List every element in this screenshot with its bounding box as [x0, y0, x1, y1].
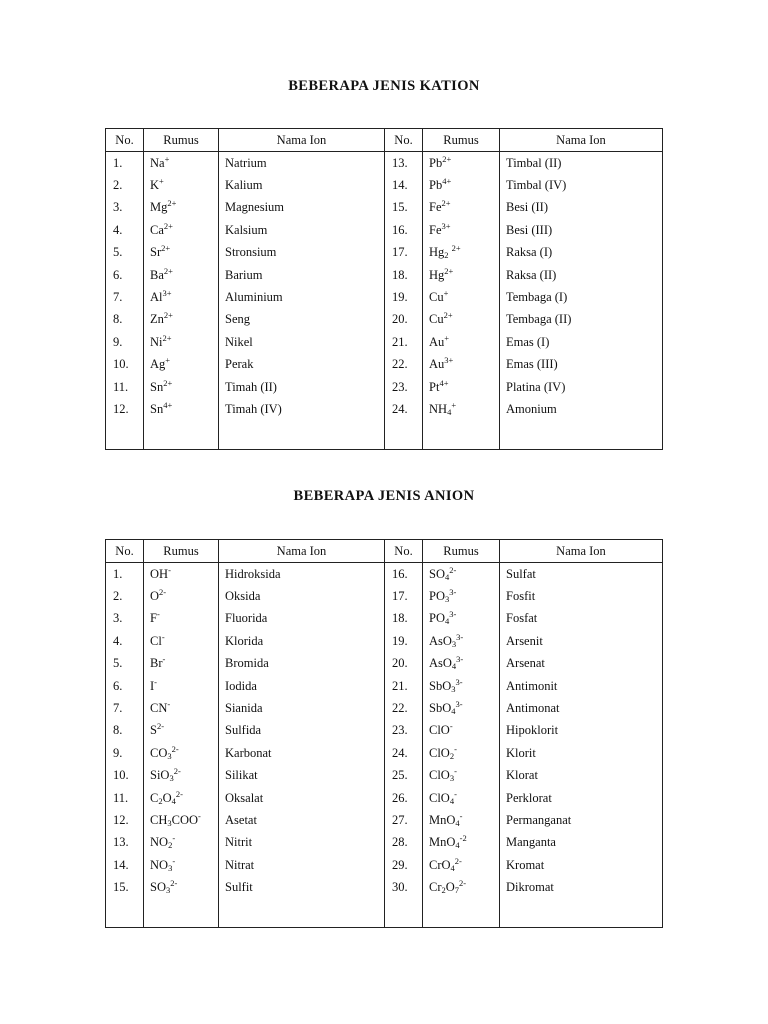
cell-no: 3. — [106, 197, 144, 219]
cell-nama-ion: Asetat — [219, 809, 385, 831]
cell-rumus: Br- — [144, 653, 219, 675]
header-rumus: Rumus — [423, 129, 500, 152]
cell-nama-ion: Dikromat — [500, 876, 663, 898]
cell-no: 12. — [106, 809, 144, 831]
cell-rumus: $Hg^{2+}$ — [423, 264, 500, 286]
cell-no: 13. — [385, 152, 423, 175]
cell-nama-ion: Amonium — [500, 398, 663, 420]
cell-rumus: CrO$_4^{2-}$ — [423, 854, 500, 876]
cell-rumus: OH- — [144, 563, 219, 586]
cell-nama-ion: Sulfat — [500, 563, 663, 586]
cell-nama-ion: Nitrit — [219, 832, 385, 854]
table-row — [106, 742, 663, 764]
cell-rumus: SbO$_3^{3-}$ — [423, 675, 500, 697]
cell-rumus: $Zn^{2+}$ — [144, 309, 219, 331]
table-row — [106, 585, 663, 607]
cell-no: 17. — [385, 242, 423, 264]
cell-rumus: $Al^{3+}$ — [144, 286, 219, 308]
cell-no: 24. — [385, 398, 423, 420]
cell-no: 19. — [385, 286, 423, 308]
table-row — [106, 152, 663, 175]
cell-no: 11. — [106, 787, 144, 809]
cell-no: 7. — [106, 697, 144, 719]
cell-nama-ion: Tembaga (II) — [500, 309, 663, 331]
cell-nama-ion: Klorit — [500, 742, 663, 764]
cell-nama-ion: Permanganat — [500, 809, 663, 831]
cell-rumus: $NH_4^+$ — [423, 398, 500, 420]
empty-row — [106, 421, 663, 450]
cell-nama-ion: Kromat — [500, 854, 663, 876]
cell-rumus: $NO_3^-$ — [144, 854, 219, 876]
header-nama-ion: Nama Ion — [500, 540, 663, 563]
cell-no: 18. — [385, 264, 423, 286]
cell-rumus: $PO_4^{3-}$ — [423, 608, 500, 630]
cell-no: 20. — [385, 309, 423, 331]
cell-no: 8. — [106, 720, 144, 742]
cell-no: 22. — [385, 697, 423, 719]
cell-rumus: $Sr^{2+}$ — [144, 242, 219, 264]
cell-rumus: $S^{2-}$ — [144, 720, 219, 742]
cell-rumus: SbO$_4^{3-}$ — [423, 697, 500, 719]
cell-no: 7. — [106, 286, 144, 308]
table-row — [106, 675, 663, 697]
cell-rumus: $Ni^{2+}$ — [144, 331, 219, 353]
cell-rumus: $Sn^{4+}$ — [144, 398, 219, 420]
cell-rumus: $Fe^{2+}$ — [423, 197, 500, 219]
cell-nama-ion: Kalsium — [219, 219, 385, 241]
cell-nama-ion: Hipoklorit — [500, 720, 663, 742]
cell-nama-ion: Fluorida — [219, 608, 385, 630]
header-no: No. — [385, 129, 423, 152]
anion-title: BEBERAPA JENIS ANION — [293, 488, 475, 504]
table-row — [106, 653, 663, 675]
cell-rumus: AsO$_3^{3-}$ — [423, 630, 500, 652]
cell-rumus: $Pb^{4+}$ — [423, 174, 500, 196]
cell-no: 29. — [385, 854, 423, 876]
cell-nama-ion: Raksa (II) — [500, 264, 663, 286]
cell-no: 8. — [106, 309, 144, 331]
cell-nama-ion: Bromida — [219, 653, 385, 675]
cell-nama-ion: Stronsium — [219, 242, 385, 264]
cell-no: 22. — [385, 354, 423, 376]
cell-no: 14. — [385, 174, 423, 196]
cell-no: 3. — [106, 608, 144, 630]
cell-rumus: MnO$_4^{-2}$ — [423, 832, 500, 854]
cell-rumus: $SO_3^{2-}$ — [144, 876, 219, 898]
cell-no: 5. — [106, 653, 144, 675]
cell-no: 6. — [106, 675, 144, 697]
cell-nama-ion: Barium — [219, 264, 385, 286]
cell-nama-ion: Magnesium — [219, 197, 385, 219]
table-row — [106, 174, 663, 196]
table-row — [106, 309, 663, 331]
cell-rumus: $CH_3COO^-$ — [144, 809, 219, 831]
table-row — [106, 563, 663, 586]
anion-header-row — [106, 540, 663, 563]
cell-no: 18. — [385, 608, 423, 630]
cell-no: 2. — [106, 585, 144, 607]
cell-nama-ion: Nikel — [219, 331, 385, 353]
cell-no: 15. — [385, 197, 423, 219]
cell-nama-ion: Antimonat — [500, 697, 663, 719]
cell-rumus: $Cu^{2+}$ — [423, 309, 500, 331]
cell-nama-ion: Arsenit — [500, 630, 663, 652]
cell-rumus: $C_2O_4^{2-}$ — [144, 787, 219, 809]
cell-nama-ion: Iodida — [219, 675, 385, 697]
cell-no: 23. — [385, 376, 423, 398]
table-row — [106, 608, 663, 630]
cell-rumus: AsO$_4^{3-}$ — [423, 653, 500, 675]
table-row — [106, 697, 663, 719]
cell-no: 27. — [385, 809, 423, 831]
table-row — [106, 286, 663, 308]
anion-table — [105, 539, 663, 928]
cell-no: 21. — [385, 675, 423, 697]
cell-nama-ion: Emas (III) — [500, 354, 663, 376]
cell-nama-ion: Klorida — [219, 630, 385, 652]
cell-no: 10. — [106, 354, 144, 376]
cell-rumus: $Ba^{2+}$ — [144, 264, 219, 286]
cell-nama-ion: Oksida — [219, 585, 385, 607]
cell-no: 24. — [385, 742, 423, 764]
cell-no: 13. — [106, 832, 144, 854]
cell-rumus: $SO_4^{2-}$ — [423, 563, 500, 586]
header-no: No. — [106, 540, 144, 563]
cell-rumus: ClO- — [423, 720, 500, 742]
cell-rumus: Ag+ — [144, 354, 219, 376]
header-rumus: Rumus — [144, 129, 219, 152]
cell-no: 16. — [385, 563, 423, 586]
header-nama-ion: Nama Ion — [500, 129, 663, 152]
cell-nama-ion: Aluminium — [219, 286, 385, 308]
table-row — [106, 376, 663, 398]
cell-nama-ion: Tembaga (I) — [500, 286, 663, 308]
cell-rumus: $PO_3^{3-}$ — [423, 585, 500, 607]
header-nama-ion: Nama Ion — [219, 129, 385, 152]
cell-nama-ion: Perak — [219, 354, 385, 376]
kation-table-body — [106, 152, 663, 450]
cell-rumus: ClO$_3$- — [423, 765, 500, 787]
cell-no: 4. — [106, 219, 144, 241]
cell-nama-ion: Natrium — [219, 152, 385, 175]
cell-nama-ion: Sulfit — [219, 876, 385, 898]
cell-nama-ion: Platina (IV) — [500, 376, 663, 398]
cell-nama-ion: Karbonat — [219, 742, 385, 764]
cell-nama-ion: Seng — [219, 309, 385, 331]
cell-rumus: CN- — [144, 697, 219, 719]
cell-no: 17. — [385, 585, 423, 607]
cell-no: 19. — [385, 630, 423, 652]
table-row — [106, 331, 663, 353]
cell-rumus: Cu+ — [423, 286, 500, 308]
cell-no: 4. — [106, 630, 144, 652]
cell-no: 21. — [385, 331, 423, 353]
cell-rumus: $Pb^{2+}$ — [423, 152, 500, 175]
kation-title: BEBERAPA JENIS KATION — [288, 78, 480, 94]
table-row — [106, 264, 663, 286]
cell-nama-ion: Silikat — [219, 765, 385, 787]
kation-table — [105, 128, 663, 450]
cell-no: 6. — [106, 264, 144, 286]
header-rumus: Rumus — [423, 540, 500, 563]
cell-nama-ion: Perklorat — [500, 787, 663, 809]
table-row — [106, 219, 663, 241]
cell-no: 11. — [106, 376, 144, 398]
cell-no: 12. — [106, 398, 144, 420]
cell-nama-ion: Timah (II) — [219, 376, 385, 398]
cell-no: 5. — [106, 242, 144, 264]
cell-no: 28. — [385, 832, 423, 854]
cell-nama-ion: Emas (I) — [500, 331, 663, 353]
cell-no: 1. — [106, 563, 144, 586]
cell-rumus: $Sn^{2+}$ — [144, 376, 219, 398]
cell-nama-ion: Timah (IV) — [219, 398, 385, 420]
cell-nama-ion: Nitrat — [219, 854, 385, 876]
empty-row — [106, 899, 663, 928]
cell-rumus: ClO$_2$- — [423, 742, 500, 764]
cell-nama-ion: Arsenat — [500, 653, 663, 675]
cell-no: 2. — [106, 174, 144, 196]
cell-nama-ion: Fosfat — [500, 608, 663, 630]
cell-rumus: Na+ — [144, 152, 219, 175]
cell-rumus: $CO_3^{2-}$ — [144, 742, 219, 764]
cell-no: 1. — [106, 152, 144, 175]
cell-rumus: $Ca^{2+}$ — [144, 219, 219, 241]
cell-rumus: $Hg_2$ $^{2+}$ — [423, 242, 500, 264]
cell-no: 26. — [385, 787, 423, 809]
table-row — [106, 354, 663, 376]
cell-rumus: $Cr_2O_7^{2-}$ — [423, 876, 500, 898]
cell-rumus: $Fe^{3+}$ — [423, 219, 500, 241]
table-row — [106, 398, 663, 420]
table-row — [106, 197, 663, 219]
table-row — [106, 765, 663, 787]
cell-no: 20. — [385, 653, 423, 675]
table-row — [106, 854, 663, 876]
cell-nama-ion: Timbal (II) — [500, 152, 663, 175]
header-nama-ion: Nama Ion — [219, 540, 385, 563]
cell-nama-ion: Klorat — [500, 765, 663, 787]
cell-rumus: Au+ — [423, 331, 500, 353]
cell-rumus: $NO_2^-$ — [144, 832, 219, 854]
anion-table-body — [106, 563, 663, 928]
cell-nama-ion: Sulfida — [219, 720, 385, 742]
cell-nama-ion: Kalium — [219, 174, 385, 196]
cell-rumus: F- — [144, 608, 219, 630]
cell-nama-ion: Besi (II) — [500, 197, 663, 219]
cell-rumus: Cl- — [144, 630, 219, 652]
cell-nama-ion: Fosfit — [500, 585, 663, 607]
table-row — [106, 630, 663, 652]
cell-rumus: $Pt^{4+}$ — [423, 376, 500, 398]
cell-nama-ion: Manganta — [500, 832, 663, 854]
cell-nama-ion: Timbal (IV) — [500, 174, 663, 196]
cell-no: 14. — [106, 854, 144, 876]
table-row — [106, 242, 663, 264]
cell-rumus: $O^{2-}$ — [144, 585, 219, 607]
cell-no: 9. — [106, 742, 144, 764]
table-row — [106, 720, 663, 742]
header-rumus: Rumus — [144, 540, 219, 563]
cell-nama-ion: Raksa (I) — [500, 242, 663, 264]
header-no: No. — [106, 129, 144, 152]
cell-rumus: $Mg^{2+}$ — [144, 197, 219, 219]
table-row — [106, 832, 663, 854]
cell-no: 23. — [385, 720, 423, 742]
cell-nama-ion: Oksalat — [219, 787, 385, 809]
table-row — [106, 876, 663, 898]
kation-header-row — [106, 129, 663, 152]
table-row — [106, 809, 663, 831]
cell-rumus: K+ — [144, 174, 219, 196]
header-no: No. — [385, 540, 423, 563]
cell-rumus: I- — [144, 675, 219, 697]
cell-rumus: MnO$_4$- — [423, 809, 500, 831]
cell-nama-ion: Besi (III) — [500, 219, 663, 241]
cell-nama-ion: Hidroksida — [219, 563, 385, 586]
cell-rumus: SiO$_3^{2-}$ — [144, 765, 219, 787]
cell-nama-ion: Sianida — [219, 697, 385, 719]
cell-no: 10. — [106, 765, 144, 787]
cell-no: 15. — [106, 876, 144, 898]
cell-rumus: $Au^{3+}$ — [423, 354, 500, 376]
cell-no: 30. — [385, 876, 423, 898]
cell-no: 9. — [106, 331, 144, 353]
cell-nama-ion: Antimonit — [500, 675, 663, 697]
table-row — [106, 787, 663, 809]
cell-no: 16. — [385, 219, 423, 241]
cell-rumus: ClO$_4$- — [423, 787, 500, 809]
cell-no: 25. — [385, 765, 423, 787]
